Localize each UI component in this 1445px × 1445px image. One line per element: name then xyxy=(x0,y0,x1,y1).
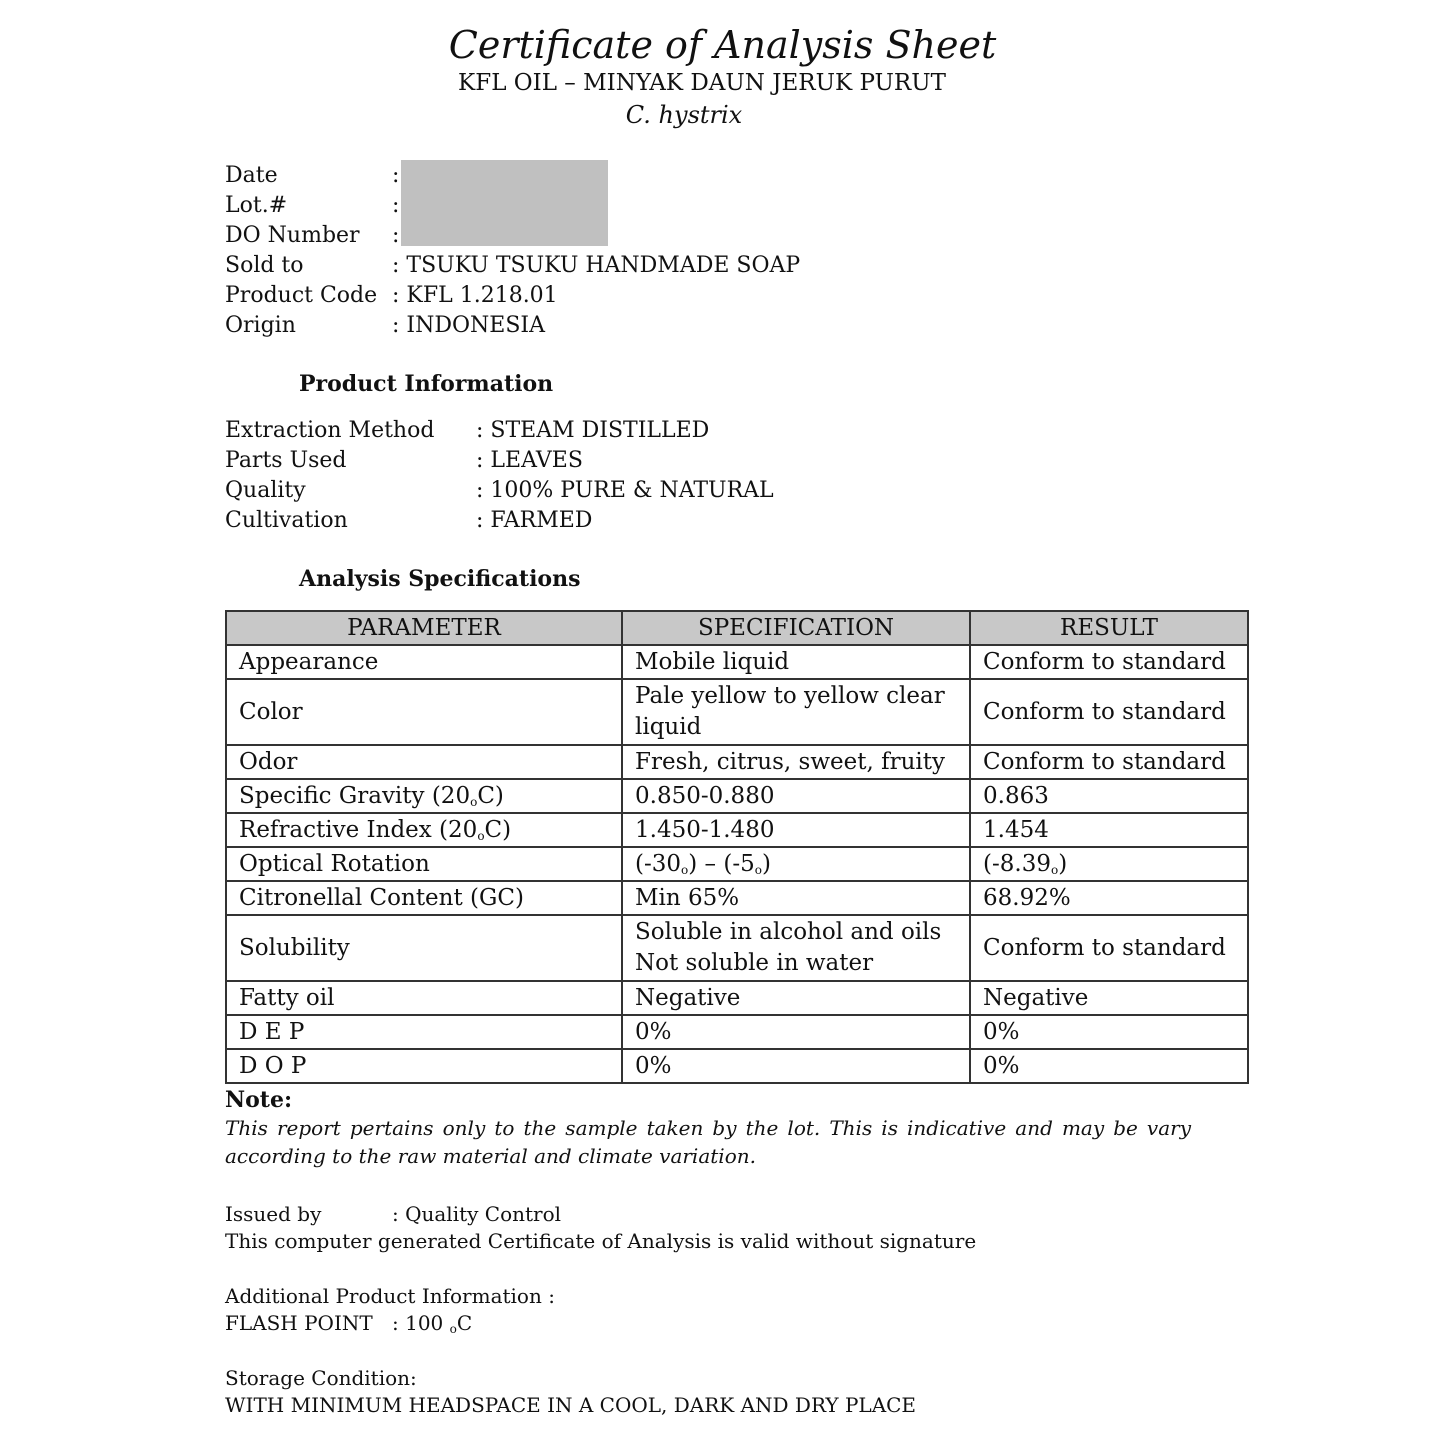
validity-statement: This computer generated Certificate of Analysis is valid without signature xyxy=(225,1229,977,1253)
table-row xyxy=(226,981,1248,1015)
spec-text: ) xyxy=(761,851,771,877)
specification-cell xyxy=(622,915,970,981)
table-row xyxy=(226,645,1248,679)
quality-label: Quality xyxy=(225,478,306,503)
origin-label: Origin xyxy=(225,313,296,338)
parameter-cell: D O P xyxy=(226,1049,622,1083)
cultivation-label: Cultivation xyxy=(225,508,348,533)
cultivation-value: : FARMED xyxy=(476,508,593,533)
do-number-value: : xyxy=(392,223,400,248)
specification-cell: 0% xyxy=(622,1049,970,1083)
parameter-cell: Fatty oil xyxy=(226,981,622,1015)
spec-text: ) – (-5 xyxy=(688,851,755,877)
document-title: Certificate of Analysis Sheet xyxy=(448,23,997,67)
origin-value: : INDONESIA xyxy=(392,313,545,338)
analysis-table xyxy=(225,610,1249,1084)
parameter-cell: Odor xyxy=(226,745,622,779)
product-information-heading: Product Information xyxy=(299,371,554,397)
product-code-label: Product Code xyxy=(225,283,378,308)
result-cell: 1.454 xyxy=(970,813,1248,847)
degree-sign: o xyxy=(477,829,485,843)
specification-cell: 1.450-1.480 xyxy=(622,813,970,847)
result-cell: Negative xyxy=(970,981,1248,1015)
quality-value: : 100% PURE & NATURAL xyxy=(476,478,774,503)
parameter-unit: C) xyxy=(484,817,512,843)
table-row xyxy=(226,1049,1248,1083)
degree-sign: o xyxy=(470,795,478,809)
spec-text: (-30 xyxy=(635,851,682,877)
specification-cell: Mobile liquid xyxy=(622,645,970,679)
specification-cell: Pale yellow to yellow clear liquid xyxy=(622,679,970,745)
table-row xyxy=(226,915,1248,981)
table-row xyxy=(226,779,1248,813)
column-header-result: RESULT xyxy=(970,611,1248,645)
table-row xyxy=(226,679,1248,745)
parts-used-label: Parts Used xyxy=(225,448,347,473)
spec-line: Soluble in alcohol and oils xyxy=(635,919,942,945)
degree-sign: o xyxy=(681,863,689,877)
storage-heading: Storage Condition: xyxy=(225,1366,417,1390)
specification-cell: Min 65% xyxy=(622,881,970,915)
note-heading: Note: xyxy=(225,1087,293,1113)
flash-point-label: FLASH POINT xyxy=(225,1311,373,1335)
sold-to-label: Sold to xyxy=(225,253,304,278)
parameter-unit: C) xyxy=(477,783,504,809)
result-cell: Conform to standard xyxy=(970,679,1248,745)
additional-info-heading: Additional Product Information : xyxy=(225,1284,555,1308)
table-row xyxy=(226,745,1248,779)
table-row xyxy=(226,847,1248,881)
parameter-cell: Appearance xyxy=(226,645,622,679)
degree-sign: o xyxy=(754,863,762,877)
flash-point-unit: C xyxy=(456,1311,473,1335)
result-cell xyxy=(970,847,1248,881)
parameter-cell: Color xyxy=(226,679,622,745)
result-cell: Conform to standard xyxy=(970,645,1248,679)
table-row xyxy=(226,1015,1248,1049)
product-subtitle: KFL OIL – MINYAK DAUN JERUK PURUT xyxy=(458,70,946,96)
flash-point-value xyxy=(392,1309,472,1337)
result-cell: 0% xyxy=(970,1015,1248,1049)
column-header-parameter: PARAMETER xyxy=(226,611,622,645)
issued-by-value: : Quality Control xyxy=(392,1202,562,1226)
storage-text: WITH MINIMUM HEADSPACE IN A COOL, DARK AND DRY PLACE xyxy=(225,1393,917,1417)
degree-sign: o xyxy=(449,1322,457,1336)
table-header-row xyxy=(226,611,1248,645)
result-cell: 68.92% xyxy=(970,881,1248,915)
parameter-cell: Optical Rotation xyxy=(226,847,622,881)
redaction-box xyxy=(401,160,608,246)
analysis-specifications-heading: Analysis Specifications xyxy=(299,566,581,592)
lot-value: : xyxy=(392,193,400,218)
parameter-text: Refractive Index (20 xyxy=(239,817,478,843)
specification-cell: Negative xyxy=(622,981,970,1015)
parameter-cell: Solubility xyxy=(226,915,622,981)
parameter-cell xyxy=(226,779,622,813)
species-name: C. hystrix xyxy=(625,101,743,129)
sold-to-value: : TSUKU TSUKU HANDMADE SOAP xyxy=(392,253,801,278)
specification-cell: 0% xyxy=(622,1015,970,1049)
date-value: : xyxy=(392,163,400,188)
do-number-label: DO Number xyxy=(225,223,360,248)
result-cell: Conform to standard xyxy=(970,915,1248,981)
parameter-cell: Citronellal Content (GC) xyxy=(226,881,622,915)
parameter-cell: D E P xyxy=(226,1015,622,1049)
extraction-method-value: : STEAM DISTILLED xyxy=(476,418,710,443)
note-text: This report pertains only to the sample taken by the lot. This is indicative and may be vary according to the raw material and climate variation. xyxy=(225,1116,1191,1168)
flash-point-number: : 100 xyxy=(392,1311,450,1335)
parameter-cell xyxy=(226,813,622,847)
parts-used-value: : LEAVES xyxy=(476,448,583,473)
date-label: Date xyxy=(225,163,278,188)
degree-sign: o xyxy=(1050,863,1059,877)
parameter-text: Specific Gravity (20 xyxy=(239,783,471,809)
specification-cell xyxy=(622,847,970,881)
lot-label: Lot.# xyxy=(225,193,288,218)
extraction-method-label: Extraction Method xyxy=(225,418,435,443)
specification-cell: 0.850-0.880 xyxy=(622,779,970,813)
table-row xyxy=(226,813,1248,847)
result-cell: 0.863 xyxy=(970,779,1248,813)
issued-by-label: Issued by xyxy=(225,1202,322,1226)
spec-line: Not soluble in water xyxy=(635,950,874,976)
table-row xyxy=(226,881,1248,915)
column-header-specification: SPECIFICATION xyxy=(622,611,970,645)
result-cell: 0% xyxy=(970,1049,1248,1083)
result-text: (-8.39 xyxy=(983,851,1051,877)
result-cell: Conform to standard xyxy=(970,745,1248,779)
result-text: ) xyxy=(1058,851,1068,877)
specification-cell: Fresh, citrus, sweet, fruity xyxy=(622,745,970,779)
product-code-value: : KFL 1.218.01 xyxy=(392,283,558,308)
